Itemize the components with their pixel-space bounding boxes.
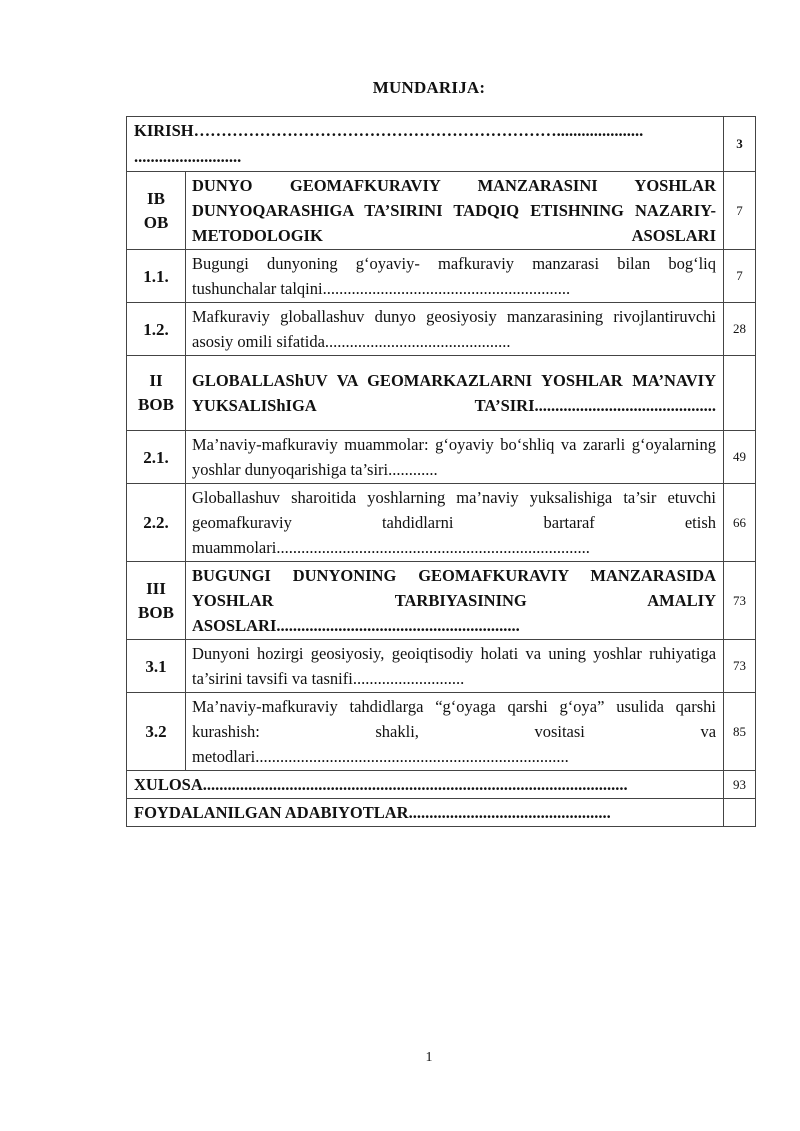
toc-row-title: GLOBALLAShUV VA GEOMARKAZLARNI YOSHLAR MA’NAVIY YUKSALIShIGA TA’SIRI............................................ <box>186 356 724 431</box>
toc-conclusion-page: 93 <box>724 771 756 799</box>
toc-row-page: 7 <box>724 250 756 303</box>
toc-row-page: 7 <box>724 172 756 250</box>
toc-row <box>127 356 756 431</box>
toc-row-number <box>127 356 186 431</box>
toc-row-number: 1.1. <box>127 250 186 303</box>
toc-row-title: Dunyoni hozirgi geosiyosiy, geoiqtisodiy holati va uning yoshlar ruhiyatiga ta’sirini tavsifi va tasnifi........................... <box>186 640 724 693</box>
page-number: 1 <box>425 1050 433 1065</box>
toc-row-title: DUNYO GEOMAFKURAVIY MANZARASINI YOSHLAR DUNYOQARASHIGA TA’SIRINI TADQIQ ETISHNING NAZARIY-METODOLOGIK ASOSLARI <box>186 172 724 250</box>
toc-row-number-text: III BOB <box>138 578 174 622</box>
toc-intro-label <box>127 117 724 172</box>
toc-row-page: 28 <box>724 303 756 356</box>
toc-conclusion-label: XULOSA....................................................................................................... <box>127 771 724 799</box>
toc-intro-page: 3 <box>724 117 756 172</box>
toc-row-number-text: II BOB <box>138 371 174 414</box>
toc-references-label: FOYDALANILGAN ADABIYOTLAR................................................. <box>127 799 724 827</box>
toc-row-page: 73 <box>724 640 756 693</box>
toc-row-page: 49 <box>724 431 756 484</box>
toc-row <box>127 693 756 771</box>
toc-row-number: 3.2 <box>127 693 186 771</box>
toc-row-page: 66 <box>724 484 756 562</box>
toc-references-page <box>724 799 756 827</box>
toc-row-conclusion <box>127 771 756 799</box>
toc-row-page <box>724 356 756 431</box>
toc-row-title: Ma’naviy-mafkuraviy tahdidlarga “g‘oyaga qarshi g‘oya” usulida qarshi kurashish: shakli, vositasi va metodlari............................................................................ <box>186 693 724 771</box>
table-of-contents <box>126 116 756 827</box>
toc-row <box>127 562 756 640</box>
toc-row-title: BUGUNGI DUNYONING GEOMAFKURAVIY MANZARASIDA YOSHLAR TARBIYASINING AMALIY ASOSLARI........................................................... <box>186 562 724 640</box>
toc-row-page: 85 <box>724 693 756 771</box>
toc-row-page: 73 <box>724 562 756 640</box>
toc-row-title: Ma’naviy-mafkuraviy muammolar: g‘oyaviy bo‘shliq va zararli g‘oyalarning yoshlar dunyoqarishiga ta’siri............ <box>186 431 724 484</box>
toc-row-title: Bugungi dunyoning g‘oyaviy- mafkuraviy manzarasi bilan bog‘liq tushunchalar talqini............................................................ <box>186 250 724 303</box>
toc-row <box>127 303 756 356</box>
toc-intro-text: KIRISH…………………………………………………………..................... .......................... <box>134 121 644 166</box>
toc-row-intro <box>127 117 756 172</box>
toc-row-title: Mafkuraviy globallashuv dunyo geosiyosiy manzarasining rivojlantiruvchi asosiy omili sifatida............................................. <box>186 303 724 356</box>
toc-row-number: 2.2. <box>127 484 186 562</box>
toc-row <box>127 640 756 693</box>
toc-row-number: 2.1. <box>127 431 186 484</box>
toc-row-references <box>127 799 756 827</box>
toc-row-number-text: IBOB <box>143 188 169 232</box>
toc-row-number <box>127 562 186 640</box>
toc-row <box>127 484 756 562</box>
toc-row <box>127 250 756 303</box>
toc-row <box>127 172 756 250</box>
toc-row-number: 1.2. <box>127 303 186 356</box>
toc-row-title: Globallashuv sharoitida yoshlarning ma’naviy yuksalishiga ta’sir etuvchi geomafkuraviy tahdidlarni bartaraf etish muammolari............................................................................ <box>186 484 724 562</box>
toc-row-number <box>127 172 186 250</box>
toc-row-number: 3.1 <box>127 640 186 693</box>
toc-row <box>127 431 756 484</box>
document-title: MUNDARIJA: <box>372 78 486 97</box>
